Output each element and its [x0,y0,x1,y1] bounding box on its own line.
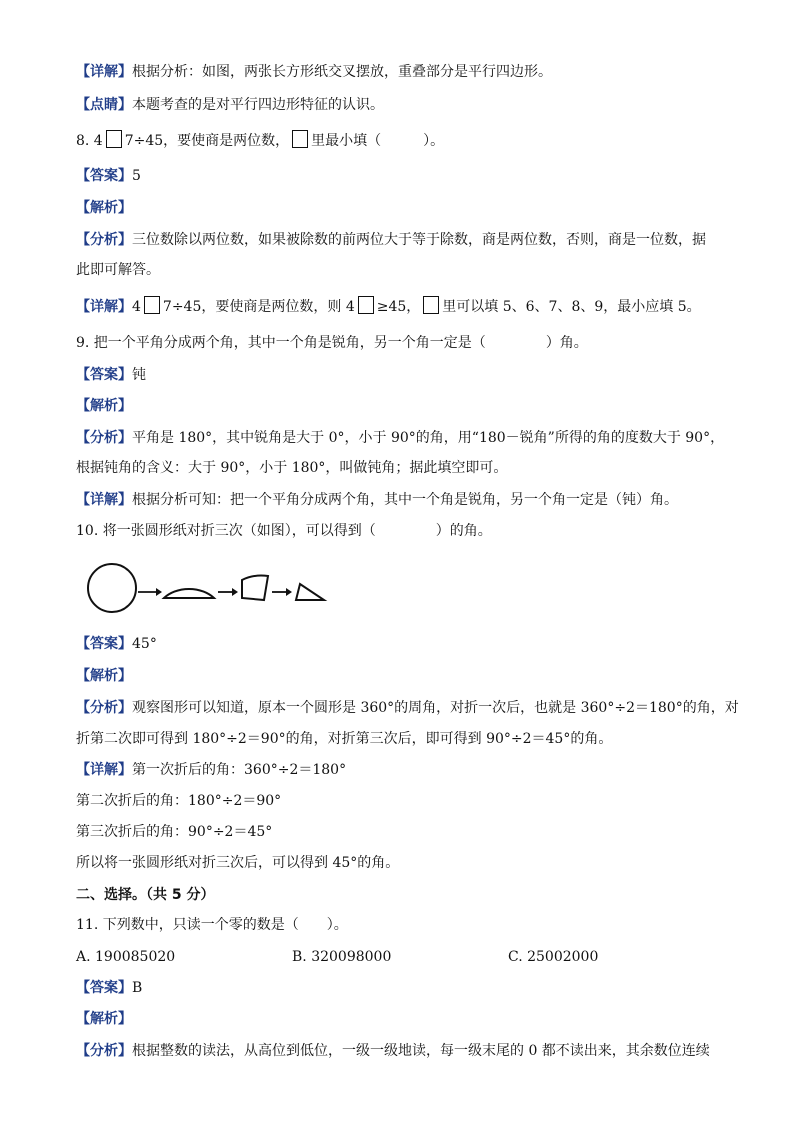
analysis-tag: 【解析】 [76,200,132,216]
fenxi-text: 平角是 180°，其中锐角是大于 0°，小于 90°的角，用“180－锐角”所得的角的度数大于 90°， [132,430,725,446]
blank-box [292,130,308,148]
detail-text-d: 里可以填 5、6、7、8、9，最小应填 5。 [442,299,701,315]
remark-tag: 【点睛】 [76,97,132,113]
option-a: A. 190085020 [76,949,176,965]
blank-box [423,296,439,314]
paper-folding-figure [84,560,334,620]
detail-text: 根据分析可知：把一个平角分成两个角，其中一个角是锐角，另一个角一定是（钝）角。 [132,492,678,508]
analysis-8 [76,198,132,218]
xiangjie-10 [76,760,346,780]
quarter-paper [242,576,268,601]
fenxi-text: 三位数除以两位数，如果被除数的前两位大于等于除数，商是两位数，否则，商是一位数，据 [132,232,706,248]
q10-text-a: 10. 将一张圆形纸对折三次（如图），可以得到（ [76,523,376,539]
fenxi-tag: 【分析】 [76,232,132,248]
analysis-9 [76,396,132,416]
xiangjie-8 [76,296,701,317]
q9-text-a: 9. 把一个平角分成两个角，其中一个角是锐角，另一个角一定是（ [76,335,486,351]
semicircle-paper [164,589,214,598]
option-b: B. 320098000 [292,949,392,965]
fenxi-text-cont: 根据钝角的含义：大于 90°，小于 180°，叫做钝角；据此填空即可。 [76,460,508,476]
answer-text: 45° [132,636,157,652]
detail-tag: 【详解】 [76,492,132,508]
option-c: C. 25002000 [508,949,599,965]
explanation-line [76,62,552,82]
detail-text-line2: 第二次折后的角：180°÷2＝90° [76,793,282,809]
answer-11 [76,978,142,998]
blank-box [106,130,122,148]
q8-text-a: 8. 4 [76,133,103,149]
answer-tag: 【答案】 [76,636,132,652]
question-11 [76,915,348,935]
blank-box [144,296,160,314]
q8-text-d: ）。 [423,133,445,149]
xiangjie-10-line3 [76,822,272,842]
fenxi-9 [76,428,724,448]
fenxi-8-cont [76,260,160,280]
detail-tag: 【详解】 [76,64,132,80]
fenxi-tag: 【分析】 [76,700,132,716]
arrow-head-1 [156,588,162,596]
answer-tag: 【答案】 [76,168,132,184]
fenxi-11 [76,1041,710,1061]
answer-text: B [132,980,143,996]
fenxi-text-cont: 折第二次即可得到 180°÷2＝90°的角，对折第三次后，即可得到 90°÷2＝45°的角。 [76,731,613,747]
fenxi-text-cont: 此即可解答。 [76,262,160,278]
detail-text-b: 7÷45，要使商是两位数，则 4 [162,299,355,315]
fenxi-tag: 【分析】 [76,1043,132,1059]
answer-10 [76,634,157,654]
detail-text: 根据分析：如图，两张长方形纸交叉摆放，重叠部分是平行四边形。 [132,64,552,80]
q9-text-b: ）角。 [545,335,588,351]
analysis-tag: 【解析】 [76,398,132,414]
blank-box [358,296,374,314]
fenxi-tag: 【分析】 [76,430,132,446]
arrow-head-2 [232,588,238,596]
q10-text-b: ）的角。 [435,523,492,539]
answer-8 [76,166,141,186]
xiangjie-9 [76,490,678,510]
detail-text-a: 4 [132,299,141,315]
detail-tag: 【详解】 [76,299,132,315]
q11-text: 11. 下列数中，只读一个零的数是（ ）。 [76,917,348,933]
detail-text: 第一次折后的角：360°÷2＝180° [132,762,347,778]
fenxi-10-cont [76,729,612,749]
detail-text-line3: 第三次折后的角：90°÷2＝45° [76,824,273,840]
answer-9 [76,365,146,385]
arrow-head-3 [286,588,292,596]
circle-paper [88,564,136,612]
xiangjie-10-line2 [76,791,281,811]
fenxi-9-cont [76,458,507,478]
answer-tag: 【答案】 [76,980,132,996]
remark-text: 本题考查的是对平行四边形特征的认识。 [132,97,384,113]
xiangjie-10-line4 [76,853,399,873]
question-11-options [76,947,716,967]
question-10 [76,521,492,541]
detail-text-c: ≥45， [376,299,421,315]
question-8 [76,130,444,151]
fenxi-8 [76,230,706,250]
q8-text-c: 里最小填（ [311,133,382,149]
answer-text: 5 [132,168,141,184]
q8-text-b: 7÷45，要使商是两位数， [124,133,290,149]
eighth-paper [296,584,324,600]
answer-text: 钝 [132,367,146,383]
detail-text-line4: 所以将一张圆形纸对折三次后，可以得到 45°的角。 [76,855,400,871]
section-heading [76,885,215,905]
remark-line [76,95,384,115]
fenxi-text: 根据整数的读法，从高位到低位，一级一级地读，每一级末尾的 0 都不读出来，其余数位连续 [132,1043,710,1059]
section-title: 二、选择。（共 5 分） [76,887,215,903]
question-9 [76,333,588,353]
answer-tag: 【答案】 [76,367,132,383]
fenxi-10 [76,698,739,718]
analysis-tag: 【解析】 [76,1011,132,1027]
detail-tag: 【详解】 [76,762,132,778]
analysis-tag: 【解析】 [76,668,132,684]
analysis-11 [76,1009,132,1029]
fenxi-text: 观察图形可以知道，原本一个圆形是 360°的周角，对折一次后，也就是 360°÷2＝180°的角，对 [132,700,739,716]
analysis-10 [76,666,132,686]
